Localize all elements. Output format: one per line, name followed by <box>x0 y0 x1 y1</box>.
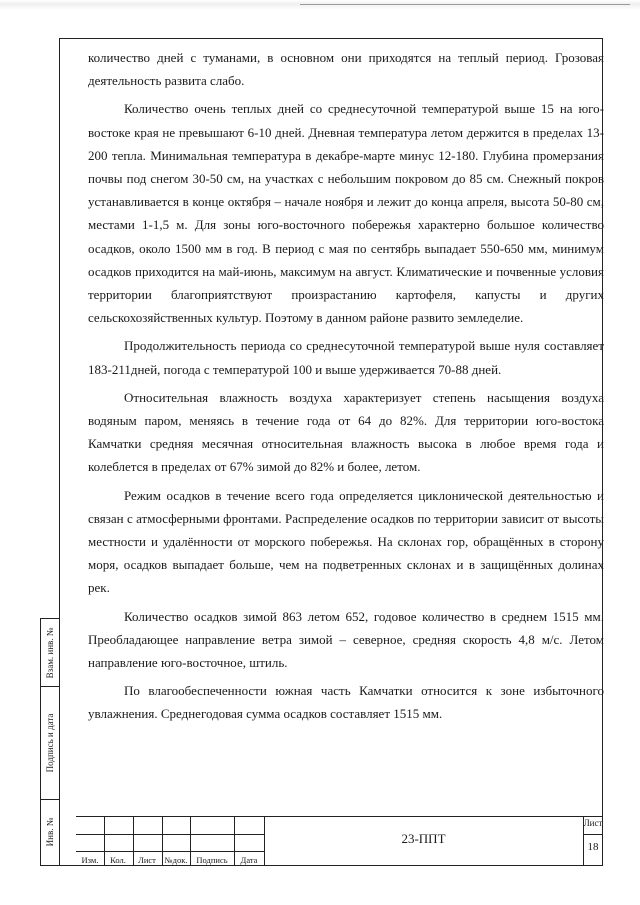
header-izm: Изм. <box>81 855 99 865</box>
header-podpis: Подпись <box>196 855 228 865</box>
stamp-label-podpis: Подпись и дата <box>45 713 55 772</box>
sheet-divider <box>583 834 603 835</box>
title-block <box>76 816 603 866</box>
stamp-cell-podpis <box>41 686 59 800</box>
sheet-number: 18 <box>587 841 599 853</box>
scan-edge <box>0 0 640 10</box>
stamp-label-inv: Инв. № <box>45 817 55 847</box>
paragraph: Количество очень теплых дней со среднесуточной температурой выше 15 на юго-востоке края не превышают 6-10 дней. Дневная температура летом держится в пределах 13-200 тепла. Минимальная температура в декабре-марте минус 12-180. Глубина промерзания почвы под снегом 30-50 см, на участках с небольшим покровом до 85 см. Снежный покров устанавливается в конце октября – начале ноября и лежит до конца апреля, высота 50-80 см, местами 1-1,5 м. Для зоны юго-восточного побережья характерно большое количество осадков, около 1500 мм в год. В период с мая по сентябрь выпадает 550-650 мм, минимум осадков приходится на май-июнь, максимум на август. Климатические и почвенные условия территории благоприятствуют произрастанию картофеля, капусты и других сельскохозяйственных культур. Поэтому в данном районе развито земледелие. <box>88 101 604 326</box>
document-body <box>88 46 604 726</box>
header-kol: Кол. <box>110 855 126 865</box>
stamp-cell-vzam <box>41 619 59 687</box>
stamp-cell-inv <box>41 799 59 865</box>
sheet-label: Лист <box>583 818 603 828</box>
header-list: Лист <box>138 855 156 865</box>
side-stamp <box>40 618 60 866</box>
paragraph: Продолжительность периода со среднесуточной температурой выше нуля составляет 183-211дней, погода с температурой 100 и выше удерживается 70-88 дней. <box>88 338 604 377</box>
document-code: 23-ППТ <box>401 831 446 846</box>
stamp-label-vzam: Взам. инв. № <box>45 627 55 678</box>
header-ndok: №док. <box>164 855 188 865</box>
paragraph: Относительная влажность воздуха характеризует степень насыщения воздуха водяным паром, меняясь в течение года от 64 до 82%. Для территории юго-востока Камчатки средняя месячная относительная влажность высока в любое время года и колеблется в пределах от 67% зимой до 82% и более, летом. <box>88 389 604 475</box>
paragraph: Режим осадков в течение всего года определяется циклонической деятельностью и связан с атмосферными фронтами. Распределение осадков по территории зависит от высоты местности и удалённости от морского побережья. На склонах гор, обращённых в сторону моря, осадков выпадает больше, чем на подветренных склонах и в защищённых долинах рек. <box>88 487 604 596</box>
paragraph: количество дней с туманами, в основном они приходятся на теплый период. Грозовая деятельность развита слабо. <box>88 50 604 89</box>
paragraph: По влагообеспеченности южная часть Камчатки относится к зоне избыточного увлажнения. Среднегодовая сумма осадков составляет 1515 мм. <box>88 683 604 722</box>
header-data: Дата <box>240 855 258 865</box>
paragraph: Количество осадков зимой 863 летом 652, годовое количество в среднем 1515 мм. Преобладающее направление ветра зимой – северное, средняя скорость 4,8 м/с. Летом направление юго-восточное, штиль. <box>88 608 604 671</box>
